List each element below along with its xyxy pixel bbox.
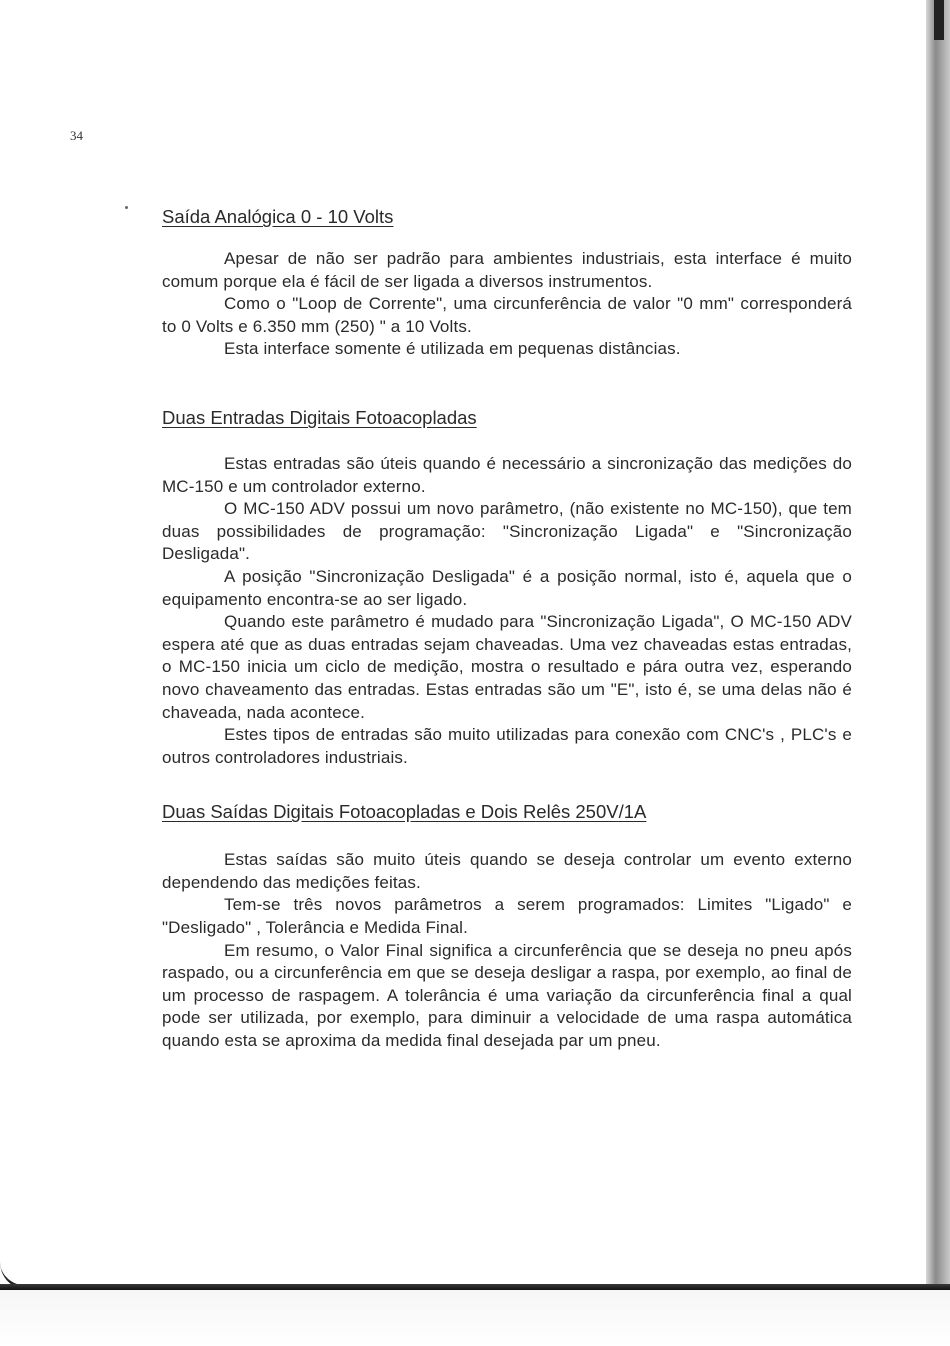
paragraph: A posição "Sincronização Desligada" é a posição normal, isto é, aquela que o equipamento encontra-se ao ser ligado. xyxy=(162,566,852,609)
section-analog-output xyxy=(162,204,852,361)
paragraph: Esta interface somente é utilizada em pequenas distâncias. xyxy=(224,339,681,359)
paragraph: Tem-se três novos parâmetros a serem programados: Limites "Ligado" e "Desligado" , Tolerância e Medida Final. xyxy=(162,895,852,938)
page-number: 34 xyxy=(70,128,83,143)
paragraph: Apesar de não ser padrão para ambientes industriais, esta interface é muito comum porque ela é fácil de ser ligada a diversos instrumentos. xyxy=(162,249,852,291)
section-heading: Duas Saídas Digitais Fotoacopladas e Dois Relês 250V/1A xyxy=(162,801,647,823)
paragraph: O MC-150 ADV possui um novo parâmetro, (não existente no MC-150), que tem duas possibilidades de programação: "Sincronização Ligada" e "Sincronização Desligada". xyxy=(162,499,852,564)
document-body xyxy=(162,204,852,1053)
paragraph: Em resumo, o Valor Final significa a circunferência que se deseja no pneu após raspado, ou a circunferência em que se deseja desligar a raspa, por exemplo, ao final de um processo de raspagem. A tolerância é uma variação da circunferência final a qual pode ser utilizada, por exemplo, para diminuir a velocidade de uma raspa automática quando esta se aproxima da medida final desejada par um pneu. xyxy=(162,940,852,1051)
paragraph: Estes tipos de entradas são muito utilizadas para conexão com CNC's , PLC's e outros controladores industriais. xyxy=(162,725,852,767)
page-edge-shadow xyxy=(926,0,950,1346)
page-edge-mark xyxy=(934,0,944,40)
section-digital-inputs xyxy=(162,405,852,769)
paragraph: Quando este parâmetro é mudado para "Sincronização Ligada", O MC-150 ADV espera até que as duas entradas sejam chaveadas. Uma vez chaveadas estas entradas, o MC-150 inicia um ciclo de medição, mostra o resultado e pára outra vez, esperando novo chaveamento das entradas. Estas entradas são um "E", isto é, se uma delas não é chaveada, nada acontece. xyxy=(162,612,852,722)
paragraph: Estas saídas são muito úteis quando se deseja controlar um evento externo dependendo das medições feitas. xyxy=(162,850,852,892)
paragraph: Como o "Loop de Corrente", uma circunferência de valor "0 mm" corresponderá to 0 Volts e 6.350 mm (250) " a 10 Volts. xyxy=(162,294,852,336)
section-heading: Duas Entradas Digitais Fotoacopladas xyxy=(162,406,477,428)
paragraph: Estas entradas são úteis quando é necessário a sincronização das medições do MC-150 e um controlador externo. xyxy=(162,453,852,496)
scan-bottom-margin xyxy=(0,1290,950,1346)
bullet-mark xyxy=(125,206,128,209)
section-digital-outputs xyxy=(162,799,852,1052)
section-heading: Saída Analógica 0 - 10 Volts xyxy=(162,206,394,227)
